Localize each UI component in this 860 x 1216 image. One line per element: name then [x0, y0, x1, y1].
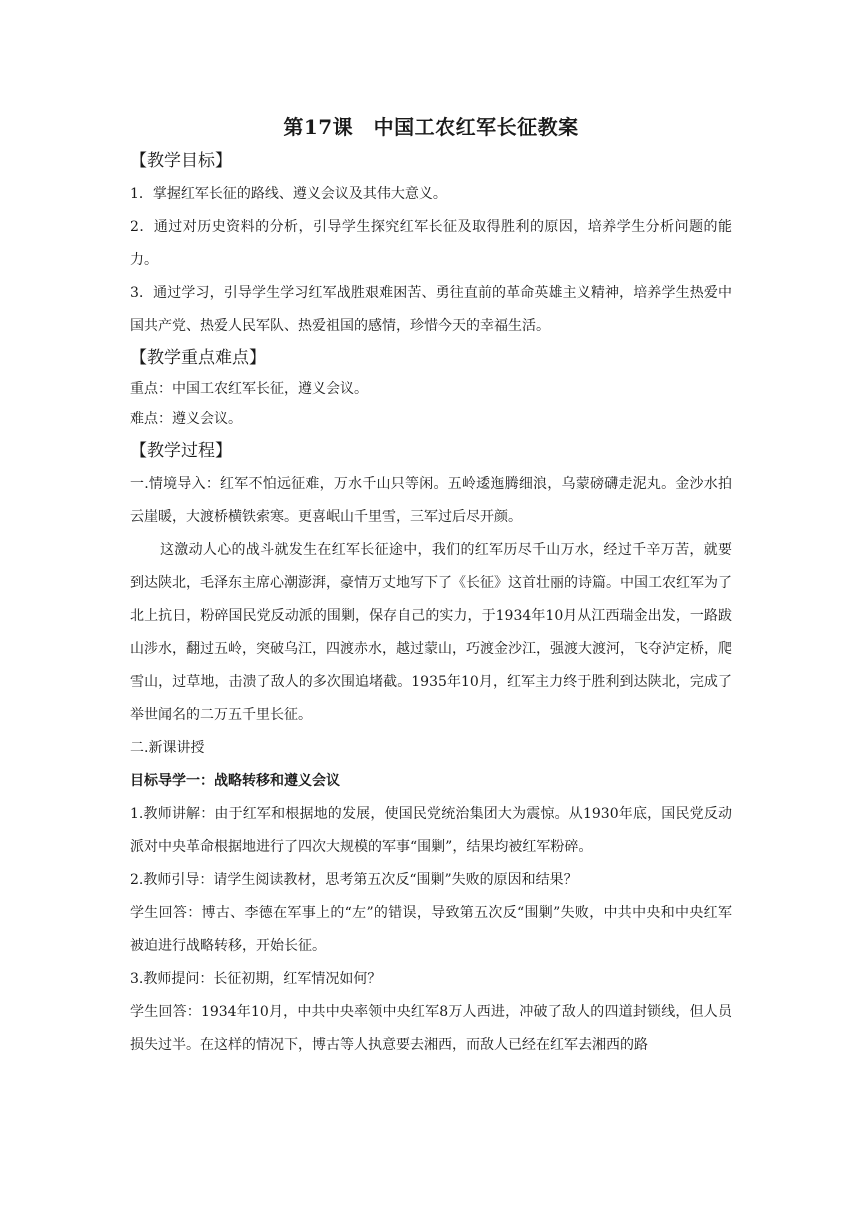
objective-item-1: 1．掌握红军长征的路线、遵义会议及其伟大意义。: [130, 186, 447, 202]
lesson-title: 第17课 中国工农红军长征教案: [283, 115, 579, 139]
goal-one-heading: 目标导学一：战略转移和遵义会议: [130, 773, 340, 789]
document-body: [130, 112, 732, 1062]
objectives-heading: 【教学目标】: [130, 151, 232, 171]
student-answer-2: 学生回答：博古、李德在军事上的“左”的错误，导致第五次反“围剿”失败，中共中央和中央红军被迫进行战略转移，开始长征。: [130, 905, 732, 954]
keypoints-heading: 【教学重点难点】: [130, 348, 266, 368]
teacher-question-3: 3.教师提问：长征初期，红军情况如何？: [130, 971, 382, 987]
intro-paragraph: 这激动人心的战斗就发生在红军长征途中，我们的红军历尽千山万水，经过千辛万苦，就要到达陕北，毛泽东主席心潮澎湃，豪情万丈地写下了《长征》这首壮丽的诗篇。中国工农红军为了北上抗日，粉碎国民党反动派的围剿，保存自己的实力，于1934年10月从江西瑞金出发，一路跋山涉水，翻过五岭，突破乌江，四渡赤水，越过蒙山，巧渡金沙江，强渡大渡河，飞夺泸定桥，爬雪山，过草地，击溃了敌人的多次围追堵截。1935年10月，红军主力终于胜利到达陕北，完成了举世闻名的二万五千里长征。: [130, 542, 732, 723]
teacher-guide-2: 2.教师引导：请学生阅读教材，思考第五次反“围剿”失败的原因和结果？: [130, 872, 578, 888]
student-answer-3: 学生回答：1934年10月，中共中央率领中央红军8万人西进，冲破了敌人的四道封锁线，但人员损失过半。在这样的情况下，博古等人执意要去湘西，而敌人已经在红军去湘西的路: [130, 1004, 732, 1053]
key-point: 重点：中国工农红军长征，遵义会议。: [130, 381, 368, 397]
objective-item-2: 2．通过对历史资料的分析，引导学生探究红军长征及取得胜利的原因，培养学生分析问题的能力。: [130, 219, 732, 268]
process-heading: 【教学过程】: [130, 441, 232, 461]
objective-item-3: 3．通过学习，引导学生学习红军战胜艰难困苦、勇往直前的革命英雄主义精神，培养学生热爱中国共产党、热爱人民军队、热爱祖国的感情，珍惜今天的幸福生活。: [130, 285, 732, 334]
difficult-point: 难点：遵义会议。: [130, 411, 242, 427]
intro-poem: 一.情境导入：红军不怕远征难，万水千山只等闲。五岭逶迤腾细浪，乌蒙磅礴走泥丸。金沙水拍云崖暖，大渡桥横铁索寒。更喜岷山千里雪，三军过后尽开颜。: [130, 476, 732, 525]
new-lesson-heading: 二.新课讲授: [130, 740, 205, 756]
teacher-explain-1: 1.教师讲解：由于红军和根据地的发展，使国民党统治集团大为震惊。从1930年底，国民党反动派对中央革命根据地进行了四次大规模的军事“围剿”，结果均被红军粉碎。: [130, 806, 732, 855]
